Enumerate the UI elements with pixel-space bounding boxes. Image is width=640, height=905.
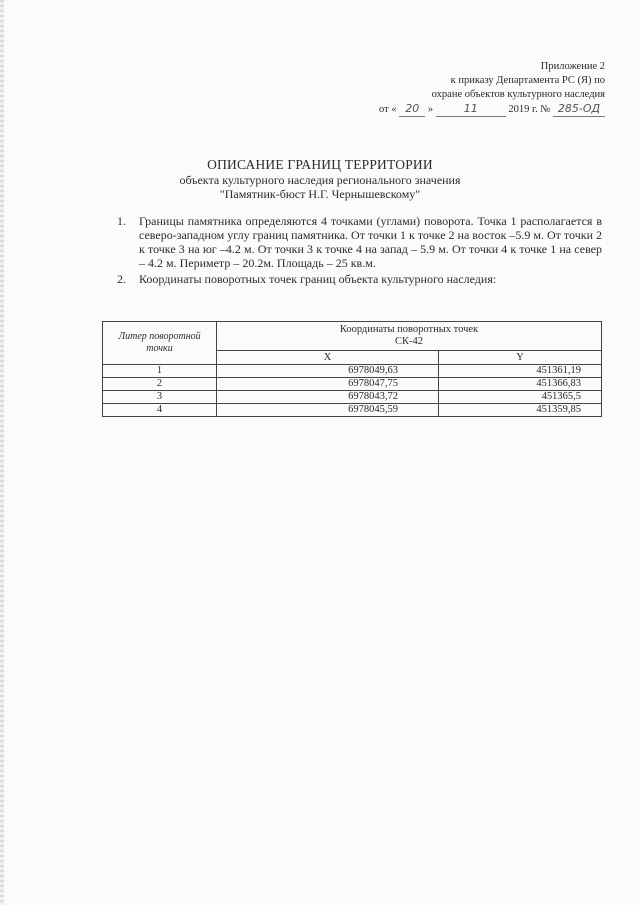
title-line-2: объекта культурного наследия регионального значения: [179, 173, 461, 187]
point-number: 3: [103, 391, 217, 404]
date-prefix: от «: [379, 104, 397, 115]
appendix-order-ref: к приказу Департамента РС (Я) по: [450, 75, 605, 86]
list-item-text: Координаты поворотных точек границ объекта культурного наследия:: [139, 272, 497, 286]
appendix-department: охране объектов культурного наследия: [431, 89, 605, 100]
x-header: X: [217, 351, 439, 365]
table-row: [103, 378, 602, 391]
list-item-number: 1.: [117, 214, 126, 228]
title-line-3: "Памятник-бюст Н.Г. Чернышевскому": [219, 187, 421, 201]
coordinates-table: [102, 321, 602, 417]
liter-header: Литер поворотной точки: [103, 322, 217, 365]
handwritten-day: 20: [399, 102, 425, 117]
numbered-list: [117, 214, 602, 286]
x-value: 6978047,75: [217, 378, 439, 391]
coord-header-line-1: Координаты поворотных точек: [339, 324, 479, 335]
table-row: [103, 365, 602, 378]
coord-header-line-2: СК-42: [394, 336, 423, 347]
document-title: [0, 157, 640, 201]
list-item-number: 2.: [117, 272, 126, 286]
handwritten-number: 285-ОД: [553, 102, 605, 117]
list-item: [117, 214, 602, 270]
point-number: 1: [103, 365, 217, 378]
table-row: [103, 391, 602, 404]
point-number: 2: [103, 378, 217, 391]
y-value: 451361,19: [439, 365, 602, 378]
appendix-date-line: [375, 102, 605, 117]
table-row: [103, 404, 602, 417]
point-number: 4: [103, 404, 217, 417]
x-value: 6978049,63: [217, 365, 439, 378]
x-value: 6978045,59: [217, 404, 439, 417]
table-header-row: [103, 322, 602, 351]
coord-header: [217, 322, 602, 351]
y-value: 451359,85: [439, 404, 602, 417]
appendix-header: [375, 60, 605, 117]
date-year: 2019 г. №: [508, 104, 551, 115]
list-item: [117, 272, 602, 286]
x-value: 6978043,72: [217, 391, 439, 404]
y-value: 451365,5: [439, 391, 602, 404]
date-mid: »: [427, 104, 434, 115]
appendix-title: Приложение 2: [540, 61, 605, 72]
list-item-text: Границы памятника определяются 4 точками (углами) поворота. Точка 1 располагается в северо-западном углу границ памятника. От точки 1 к точке 2 на восток –5.9 м. От точки 2 к точке 3 на юг –4.2 м. От точки 3 к точке 4 на запад – 5.9 м. От точки 4 к точке 1 на север – 4.2 м. Периметр – 20.2м. Площадь – 25 кв.м.: [139, 214, 602, 270]
handwritten-month: 11: [436, 102, 506, 117]
y-header: Y: [439, 351, 602, 365]
title-line-1: ОПИСАНИЕ ГРАНИЦ ТЕРРИТОРИИ: [207, 157, 433, 172]
y-value: 451366,83: [439, 378, 602, 391]
scan-edge-artifact: [0, 0, 4, 905]
